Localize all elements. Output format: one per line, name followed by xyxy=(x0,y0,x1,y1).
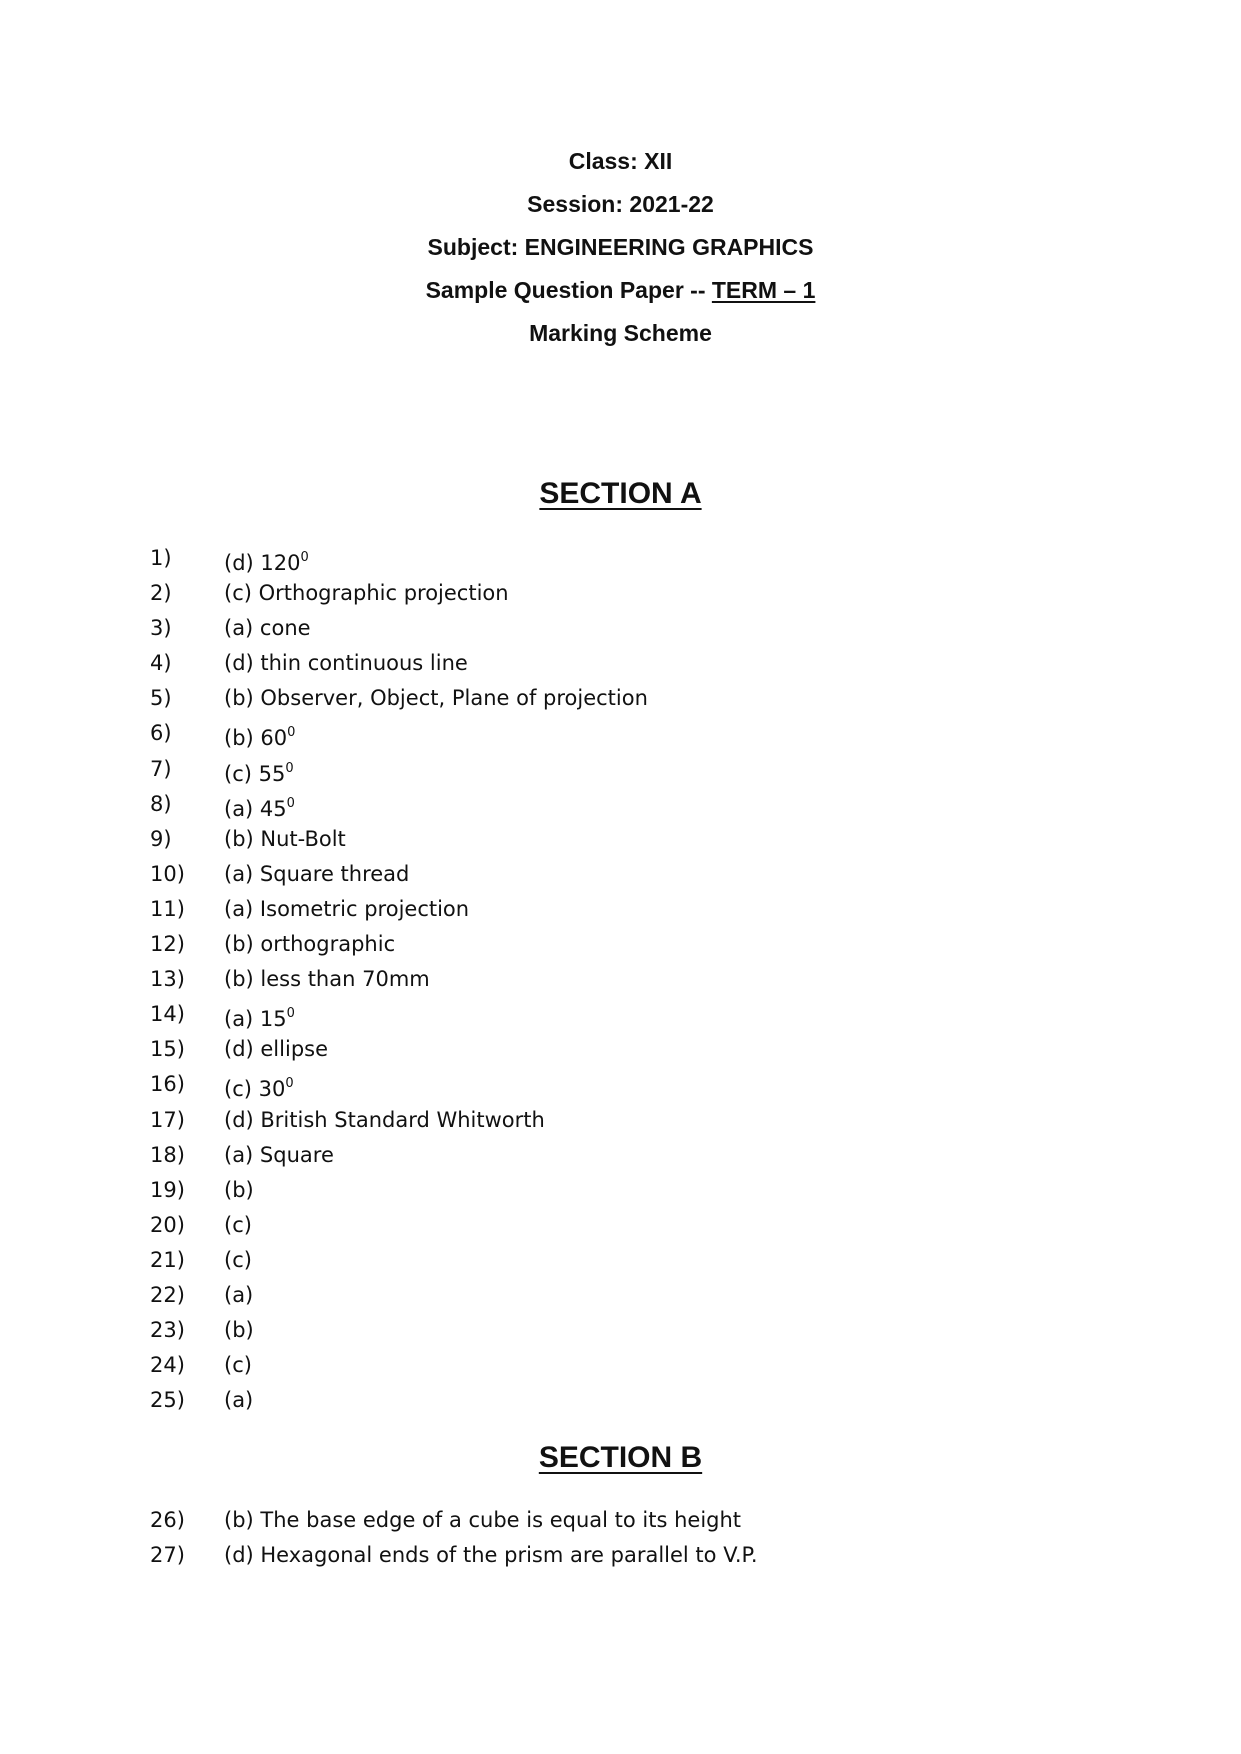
answer-row xyxy=(150,1538,758,1573)
question-number: 20) xyxy=(150,1212,185,1237)
answer-text xyxy=(224,1208,252,1243)
paper-term: TERM – 1 xyxy=(711,277,816,303)
answer-option: (c) Orthographic projection xyxy=(224,581,509,606)
question-number: 13) xyxy=(150,967,185,992)
answer-option: (d) thin continuous line xyxy=(224,651,468,676)
answer-row xyxy=(150,1032,648,1067)
answer-option: (b) orthographic xyxy=(224,932,396,957)
degree-superscript: 0 xyxy=(285,1076,294,1092)
degree-superscript: 0 xyxy=(286,1006,295,1022)
answer-text xyxy=(224,857,409,892)
answer-row xyxy=(150,1243,648,1278)
answer-text xyxy=(224,576,509,611)
answer-option: (d) Hexagonal ends of the prism are parallel to V.P. xyxy=(224,1543,758,1568)
answer-option: (a) xyxy=(224,1388,254,1413)
answer-option: (c) xyxy=(224,1212,252,1237)
answer-text xyxy=(224,1278,253,1313)
answer-text xyxy=(224,1503,741,1538)
answer-text xyxy=(224,892,469,927)
question-number: 15) xyxy=(150,1037,185,1062)
answer-row xyxy=(150,646,648,681)
answer-option: (d) ellipse xyxy=(224,1037,329,1062)
section-b-title: SECTION B xyxy=(538,1441,703,1474)
answer-row xyxy=(150,681,648,716)
answer-row xyxy=(150,962,648,997)
answer-text xyxy=(224,1383,253,1418)
answer-row xyxy=(150,1067,648,1102)
answer-row xyxy=(150,1383,648,1418)
question-number: 9) xyxy=(150,826,172,851)
answer-row xyxy=(150,892,648,927)
answer-option: (b) less than 70mm xyxy=(224,967,430,992)
answer-text xyxy=(224,1138,334,1173)
answer-option: (b) 60 xyxy=(224,726,288,751)
answer-option: (a) 15 xyxy=(224,1007,287,1032)
class-line: Class: XII xyxy=(568,148,673,174)
question-number: 3) xyxy=(150,616,172,641)
answer-text xyxy=(224,1173,254,1208)
answer-row xyxy=(150,752,648,787)
answer-option: (c) 30 xyxy=(224,1077,286,1102)
question-number: 12) xyxy=(150,932,185,957)
answer-option: (a) Isometric projection xyxy=(224,896,470,921)
answer-text xyxy=(224,681,648,716)
question-number: 26) xyxy=(150,1508,185,1532)
answer-text xyxy=(224,1103,545,1138)
answer-row xyxy=(150,576,648,611)
question-number: 24) xyxy=(150,1353,185,1378)
answer-row xyxy=(150,1138,648,1173)
question-number: 10) xyxy=(150,861,185,886)
answer-row xyxy=(150,716,648,751)
answer-option: (c) 55 xyxy=(224,761,286,786)
answer-option: (c) xyxy=(224,1247,252,1272)
answer-row xyxy=(150,822,648,857)
answer-text xyxy=(224,787,295,822)
question-number: 23) xyxy=(150,1318,185,1343)
answer-option: (a) 45 xyxy=(224,796,287,821)
answer-option: (b) xyxy=(224,1177,254,1202)
question-number: 6) xyxy=(150,721,172,746)
answer-text xyxy=(224,822,346,857)
answer-row xyxy=(150,1313,648,1348)
question-number: 22) xyxy=(150,1282,185,1307)
question-number: 16) xyxy=(150,1072,185,1097)
answer-option: (b) xyxy=(224,1318,254,1343)
answer-text xyxy=(224,962,430,997)
question-number: 1) xyxy=(150,546,172,570)
scheme-line: Marking Scheme xyxy=(529,320,712,346)
answer-row xyxy=(150,1278,648,1313)
question-number: 14) xyxy=(150,1002,185,1027)
question-number: 7) xyxy=(150,756,172,781)
degree-superscript: 0 xyxy=(300,550,309,565)
section-b-answers xyxy=(150,1503,758,1573)
answer-text xyxy=(224,1067,294,1102)
question-number: 11) xyxy=(150,896,185,921)
answer-row xyxy=(150,541,648,576)
degree-superscript: 0 xyxy=(287,725,296,741)
answer-option: (b) The base edge of a cube is equal to its height xyxy=(224,1508,742,1532)
document-header xyxy=(0,140,1241,355)
section-a-answers xyxy=(150,541,648,1418)
answer-option: (d) British Standard Whitworth xyxy=(224,1107,545,1132)
answer-text xyxy=(224,997,295,1032)
degree-superscript: 0 xyxy=(286,795,295,811)
question-number: 4) xyxy=(150,651,172,676)
question-number: 27) xyxy=(150,1543,185,1568)
answer-text xyxy=(224,1243,252,1278)
session-line: Session: 2021-22 xyxy=(527,191,714,217)
answer-option: (c) xyxy=(224,1353,252,1378)
answer-option: (a) Square xyxy=(224,1142,334,1167)
answer-row xyxy=(150,1103,648,1138)
answer-text xyxy=(224,1313,254,1348)
answer-text xyxy=(224,541,309,576)
answer-text xyxy=(224,752,294,787)
answer-option: (a) xyxy=(224,1282,254,1307)
answer-text xyxy=(224,716,295,751)
paper-prefix: Sample Question Paper -- xyxy=(425,277,706,303)
answer-text xyxy=(224,646,468,681)
answer-text xyxy=(224,1032,328,1067)
question-number: 21) xyxy=(150,1247,185,1272)
answer-row xyxy=(150,997,648,1032)
answer-option: (a) Square thread xyxy=(224,861,410,886)
subject-line: Subject: ENGINEERING GRAPHICS xyxy=(427,234,814,260)
answer-text xyxy=(224,1348,252,1383)
answer-option: (a) cone xyxy=(224,616,311,641)
question-number: 18) xyxy=(150,1142,185,1167)
answer-row xyxy=(150,857,648,892)
question-number: 19) xyxy=(150,1177,185,1202)
answer-row xyxy=(150,1348,648,1383)
question-number: 8) xyxy=(150,791,172,816)
answer-text xyxy=(224,1538,758,1573)
answer-row xyxy=(150,1208,648,1243)
answer-row xyxy=(150,1173,648,1208)
question-number: 17) xyxy=(150,1107,185,1132)
section-a-title: SECTION A xyxy=(539,477,702,510)
answer-option: (b) Nut-Bolt xyxy=(224,826,346,851)
answer-row xyxy=(150,611,648,646)
question-number: 2) xyxy=(150,581,172,606)
question-number: 25) xyxy=(150,1388,185,1413)
answer-option: (d) 120 xyxy=(224,551,301,575)
answer-option: (b) Observer, Object, Plane of projection xyxy=(224,686,648,711)
paper-line xyxy=(0,269,1241,312)
answer-row xyxy=(150,787,648,822)
degree-superscript: 0 xyxy=(285,760,294,776)
answer-row xyxy=(150,1503,758,1538)
question-number: 5) xyxy=(150,686,172,711)
answer-text xyxy=(224,927,395,962)
answer-row xyxy=(150,927,648,962)
answer-text xyxy=(224,611,311,646)
